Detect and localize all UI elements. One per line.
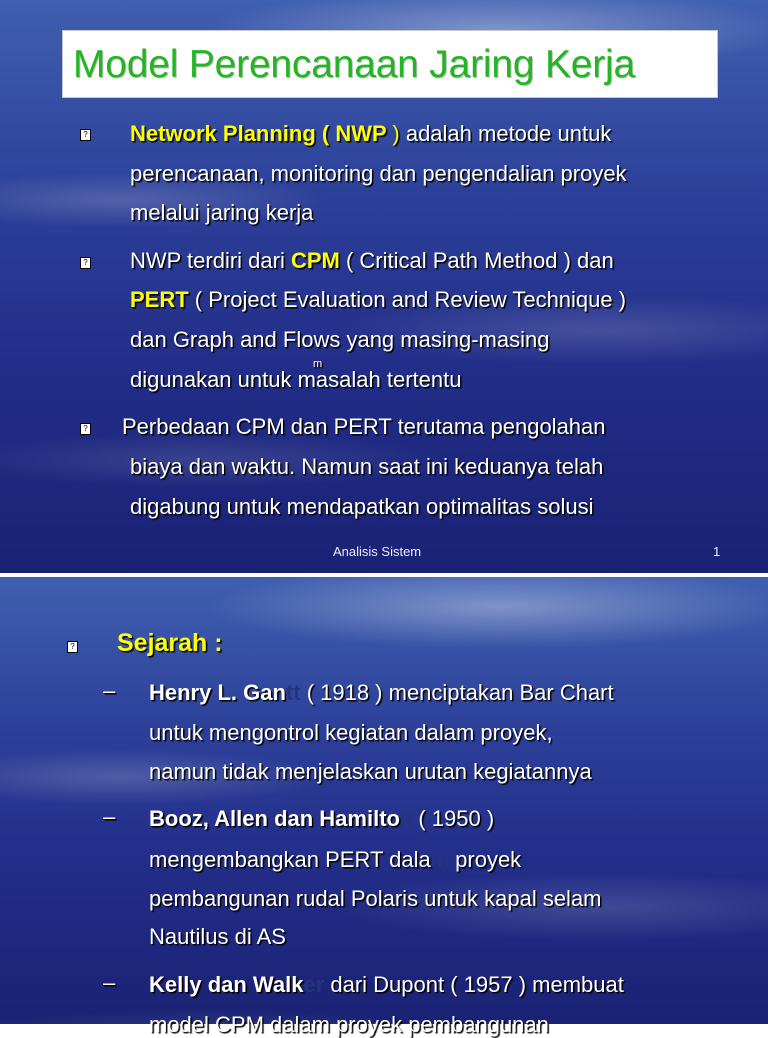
item-1-line-3: namun tidak menjelaskan urutan kegiatannya <box>149 759 592 784</box>
dash-marker: – <box>103 970 116 995</box>
dash-marker: – <box>103 678 116 703</box>
bullet-2-line-4: digunakan untuk masalah tertentu <box>130 367 462 392</box>
bullet-3-line-3: digabung untuk mendapatkan optimalitas solusi <box>130 494 594 519</box>
bullet-1-line-3: melalui jaring kerja <box>130 200 314 225</box>
bullet-icon: ? <box>80 129 91 141</box>
item-3-line-2: model CPM dalam proyek pembangunan <box>149 1012 549 1037</box>
dash-marker: – <box>103 804 116 829</box>
item-2-line-4: Nautilus di AS <box>149 924 286 949</box>
bullet-icon: ? <box>67 641 78 653</box>
bullet-2-line-1: NWP terdiri dari CPM ( Critical Path Method ) dan <box>130 248 614 273</box>
page-number: 1 <box>713 544 721 559</box>
bullet-2-line-2: PERT ( Project Evaluation and Review Technique ) <box>130 287 627 312</box>
footer-text: Analisis Sistem <box>333 544 422 559</box>
bullet-2-line-3: dan Graph and Flows yang masing-masing <box>130 327 550 352</box>
bullet-icon: ? <box>80 423 91 435</box>
bullet-1-line-1: Network Planning ( NWP ) adalah metode untuk <box>130 121 612 146</box>
item-3-line-1: Kelly dan Walker dari Dupont ( 1957 ) membuat <box>149 972 624 997</box>
stray-glyph: m <box>313 358 323 370</box>
bullet-1-line-2: perencanaan, monitoring dan pengendalian proyek <box>130 161 627 186</box>
section-heading: Sejarah : <box>117 629 223 657</box>
item-2-line-3: pembangunan rudal Polaris untuk kapal selam <box>149 886 602 911</box>
item-2-line-1: Booz, Allen dan Hamilton ( 1950 ) <box>149 806 495 831</box>
item-2-line-2: mengembangkan PERT dalam proyek <box>149 847 522 872</box>
title-box <box>62 30 718 98</box>
bullet-icon: ? <box>80 257 91 269</box>
slide-title: Model Perencanaan Jaring Kerja <box>73 43 636 86</box>
bullet-3-line-2: biaya dan waktu. Namun saat ini keduanya telah <box>130 454 604 479</box>
item-1-line-1: Henry L. Gantt ( 1918 ) menciptakan Bar Chart <box>149 680 614 705</box>
item-1-line-2: untuk mengontrol kegiatan dalam proyek, <box>149 720 553 745</box>
bullet-3-line-1: Perbedaan CPM dan PERT terutama pengolahan <box>122 414 606 439</box>
slide-2 <box>0 577 768 1037</box>
